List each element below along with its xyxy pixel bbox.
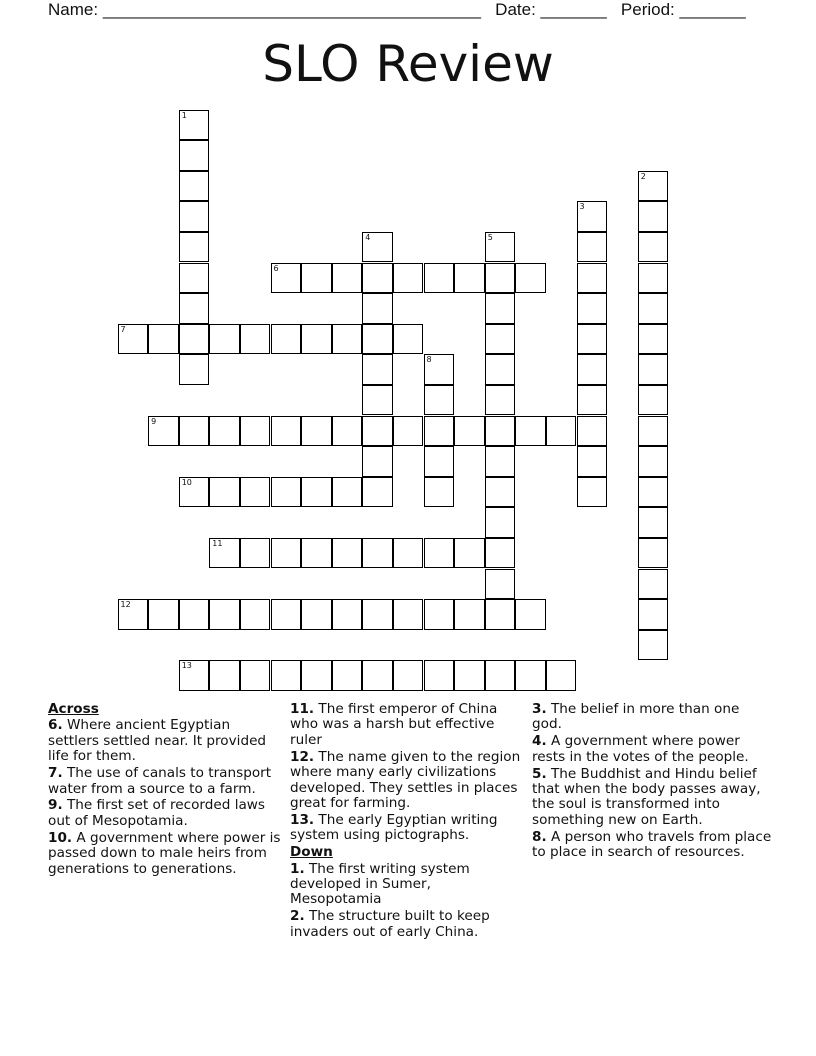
- clue-item-number: 3.: [532, 701, 547, 717]
- clue-item: [290, 750, 522, 812]
- crossword-cell[interactable]: [271, 660, 302, 691]
- crossword-cell[interactable]: [209, 477, 240, 508]
- clue-item: [48, 798, 284, 829]
- student-info-line: [48, 0, 746, 19]
- crossword-cell[interactable]: [577, 324, 608, 355]
- crossword-cell[interactable]: [485, 385, 516, 416]
- crossword-cell[interactable]: [301, 324, 332, 355]
- crossword-cell[interactable]: [638, 446, 669, 477]
- clue-number: 4: [365, 232, 371, 242]
- clue-item-number: 2.: [290, 908, 305, 925]
- crossword-cell[interactable]: [179, 171, 210, 202]
- clue-column-2: [290, 702, 522, 942]
- clue-item-number: 4.: [532, 733, 547, 750]
- crossword-cell[interactable]: [240, 477, 271, 508]
- crossword-cell[interactable]: [638, 293, 669, 324]
- crossword-cell[interactable]: [393, 660, 424, 691]
- crossword-cell[interactable]: [515, 263, 546, 294]
- crossword-cell[interactable]: [515, 416, 546, 447]
- clue-number: 9: [151, 416, 157, 426]
- crossword-cell[interactable]: [362, 538, 393, 569]
- crossword-cell[interactable]: [118, 599, 149, 630]
- period-label: Period:: [620, 0, 675, 19]
- crossword-cell[interactable]: [515, 599, 546, 630]
- clue-item: [290, 862, 522, 908]
- clue-item-text: A government where power is passed down to male heirs from generations to generations.: [48, 829, 281, 877]
- clue-number: 1: [181, 110, 187, 120]
- crossword-cell[interactable]: [209, 660, 240, 691]
- crossword-cell[interactable]: [118, 324, 149, 355]
- crossword-cell[interactable]: [209, 416, 240, 447]
- crossword-cell[interactable]: [179, 232, 210, 263]
- clue-item: [48, 831, 284, 877]
- crossword-cell[interactable]: [638, 507, 669, 538]
- clue-item-text: The structure built to keep invaders out of early China.: [290, 908, 490, 940]
- crossword-cell[interactable]: [546, 416, 577, 447]
- crossword-cell[interactable]: [362, 477, 393, 508]
- crossword-cell[interactable]: [209, 538, 240, 569]
- crossword-cell[interactable]: [332, 416, 363, 447]
- crossword-cell[interactable]: [424, 538, 455, 569]
- clue-item-number: 8.: [532, 828, 547, 845]
- clue-column-1: [48, 702, 284, 878]
- clue-item-text: The early Egyptian writing system using pictographs.: [290, 811, 498, 844]
- crossword-cell[interactable]: [577, 263, 608, 294]
- crossword-cell[interactable]: [515, 660, 546, 691]
- crossword-cell[interactable]: [362, 446, 393, 477]
- across-heading: Across: [48, 701, 99, 717]
- clue-number: 8: [426, 355, 432, 365]
- date-label: Date:: [495, 0, 536, 19]
- crossword-cell[interactable]: [424, 599, 455, 630]
- crossword-cell[interactable]: [179, 201, 210, 232]
- clue-item-text: The first writing system developed in Sumer, Mesopotamia: [290, 860, 470, 908]
- crossword-cell[interactable]: [546, 660, 577, 691]
- clue-number: 6: [273, 263, 279, 273]
- crossword-cell[interactable]: [485, 354, 516, 385]
- clue-number: 7: [120, 324, 126, 334]
- crossword-cell[interactable]: [577, 446, 608, 477]
- crossword-cell[interactable]: [240, 538, 271, 569]
- crossword-cell[interactable]: [485, 660, 516, 691]
- name-label: Name:: [48, 0, 99, 19]
- crossword-cell[interactable]: [271, 263, 302, 294]
- crossword-cell[interactable]: [332, 599, 363, 630]
- clue-item: [48, 766, 284, 797]
- crossword-cell[interactable]: [240, 660, 271, 691]
- clue-number: 13: [181, 661, 192, 671]
- clue-item-number: 1.: [290, 860, 305, 877]
- crossword-cell[interactable]: [179, 660, 210, 691]
- clue-item-number: 6.: [48, 717, 63, 734]
- crossword-cell[interactable]: [301, 416, 332, 447]
- crossword-cell[interactable]: [332, 538, 363, 569]
- page-title: SLO Review: [262, 35, 554, 93]
- crossword-cell[interactable]: [424, 446, 455, 477]
- crossword-cell[interactable]: [638, 477, 669, 508]
- clue-item-text: A government where power rests in the votes of the people.: [532, 733, 749, 765]
- crossword-cell[interactable]: [362, 385, 393, 416]
- period-blank[interactable]: _______: [679, 0, 746, 19]
- clue-number: 11: [212, 538, 223, 548]
- crossword-cell[interactable]: [485, 232, 516, 263]
- crossword-cell[interactable]: [393, 416, 424, 447]
- crossword-cell[interactable]: [271, 477, 302, 508]
- crossword-cell[interactable]: [179, 110, 210, 141]
- clue-item: [532, 767, 772, 829]
- clue-item-number: 5.: [532, 765, 547, 782]
- crossword-cell[interactable]: [577, 385, 608, 416]
- crossword-cell[interactable]: [179, 324, 210, 355]
- crossword-cell[interactable]: [424, 354, 455, 385]
- clue-number: 5: [487, 232, 493, 242]
- crossword-cell[interactable]: [271, 416, 302, 447]
- crossword-cell[interactable]: [332, 324, 363, 355]
- clue-item: [290, 909, 522, 940]
- crossword-cell[interactable]: [424, 385, 455, 416]
- crossword-cell[interactable]: [638, 354, 669, 385]
- clue-item: [48, 718, 284, 764]
- crossword-cell[interactable]: [485, 477, 516, 508]
- crossword-cell[interactable]: [240, 416, 271, 447]
- crossword-cell[interactable]: [638, 232, 669, 263]
- clue-item-number: 9.: [48, 797, 63, 814]
- crossword-cell[interactable]: [454, 263, 485, 294]
- crossword-cell[interactable]: [454, 599, 485, 630]
- crossword-cell[interactable]: [638, 263, 669, 294]
- clue-item-text: A person who travels from place to place in search of resources.: [532, 828, 772, 861]
- crossword-cell[interactable]: [362, 263, 393, 294]
- crossword-cell[interactable]: [424, 416, 455, 447]
- clue-item-text: Where ancient Egyptian settlers settled near. It provided life for them.: [48, 717, 267, 765]
- crossword-cell[interactable]: [179, 599, 210, 630]
- crossword-cell[interactable]: [301, 599, 332, 630]
- crossword-cell[interactable]: [271, 538, 302, 569]
- down-heading: Down: [290, 844, 333, 861]
- crossword-cell[interactable]: [179, 416, 210, 447]
- crossword-cell[interactable]: [577, 201, 608, 232]
- crossword-cell[interactable]: [485, 293, 516, 324]
- clue-item-text: The belief in more than one god.: [532, 701, 740, 733]
- name-blank[interactable]: ________________________________________: [102, 0, 481, 19]
- crossword-cell[interactable]: [638, 385, 669, 416]
- crossword-cell[interactable]: [240, 599, 271, 630]
- crossword-cell[interactable]: [638, 569, 669, 600]
- clue-item: [290, 702, 522, 748]
- clue-item-text: The use of canals to transport water from a source to a farm.: [48, 765, 272, 797]
- crossword-cell[interactable]: [424, 477, 455, 508]
- crossword-cell[interactable]: [301, 477, 332, 508]
- crossword-cell[interactable]: [240, 324, 271, 355]
- crossword-cell[interactable]: [638, 201, 669, 232]
- crossword-cell[interactable]: [638, 324, 669, 355]
- crossword-cell[interactable]: [577, 416, 608, 447]
- crossword-cell[interactable]: [179, 263, 210, 294]
- crossword-cell[interactable]: [485, 599, 516, 630]
- clue-item: [290, 813, 522, 844]
- crossword-cell[interactable]: [148, 416, 179, 447]
- date-blank[interactable]: _______: [540, 0, 607, 19]
- clue-item-number: 10.: [48, 829, 73, 846]
- crossword-cell[interactable]: [424, 660, 455, 691]
- crossword-cell[interactable]: [209, 324, 240, 355]
- crossword-cell[interactable]: [362, 416, 393, 447]
- crossword-cell[interactable]: [454, 416, 485, 447]
- crossword-cell[interactable]: [179, 477, 210, 508]
- crossword-cell[interactable]: [271, 599, 302, 630]
- crossword-cell[interactable]: [393, 324, 424, 355]
- clue-item-number: 12.: [290, 748, 315, 765]
- crossword-cell[interactable]: [301, 538, 332, 569]
- crossword-cell[interactable]: [577, 232, 608, 263]
- crossword-cell[interactable]: [638, 599, 669, 630]
- crossword-cell[interactable]: [485, 446, 516, 477]
- crossword-cell[interactable]: [179, 140, 210, 171]
- crossword-cell[interactable]: [362, 232, 393, 263]
- clue-item-number: 7.: [48, 765, 63, 782]
- clue-number: 3: [579, 202, 585, 212]
- crossword-cell[interactable]: [638, 416, 669, 447]
- crossword-cell[interactable]: [638, 171, 669, 202]
- crossword-cell[interactable]: [179, 293, 210, 324]
- crossword-cell[interactable]: [362, 599, 393, 630]
- crossword-cell[interactable]: [362, 354, 393, 385]
- crossword-cell[interactable]: [148, 324, 179, 355]
- crossword-cell[interactable]: [577, 293, 608, 324]
- clue-item: [532, 702, 772, 733]
- clue-number: 10: [181, 477, 192, 487]
- crossword-cell[interactable]: [485, 324, 516, 355]
- crossword-cell[interactable]: [485, 569, 516, 600]
- crossword-cell[interactable]: [424, 263, 455, 294]
- crossword-cell[interactable]: [393, 263, 424, 294]
- crossword-cell[interactable]: [577, 354, 608, 385]
- clue-item: [532, 734, 772, 765]
- clue-item: [532, 830, 772, 861]
- crossword-cell[interactable]: [332, 477, 363, 508]
- crossword-cell[interactable]: [179, 354, 210, 385]
- crossword-cell[interactable]: [209, 599, 240, 630]
- crossword-cell[interactable]: [454, 538, 485, 569]
- crossword-cell[interactable]: [638, 538, 669, 569]
- clue-column-3: [532, 702, 772, 862]
- crossword-cell[interactable]: [393, 538, 424, 569]
- crossword-cell[interactable]: [638, 630, 669, 661]
- crossword-cell[interactable]: [485, 507, 516, 538]
- clue-item-text: The first emperor of China who was a harsh but effective ruler: [290, 701, 498, 748]
- crossword-cell[interactable]: [301, 660, 332, 691]
- crossword-cell[interactable]: [332, 263, 363, 294]
- crossword-cell[interactable]: [301, 263, 332, 294]
- crossword-cell[interactable]: [362, 660, 393, 691]
- crossword-cell[interactable]: [332, 660, 363, 691]
- clue-item-number: 11.: [290, 701, 315, 717]
- crossword-cell[interactable]: [362, 293, 393, 324]
- crossword-cell[interactable]: [485, 416, 516, 447]
- crossword-cell[interactable]: [148, 599, 179, 630]
- clue-number: 2: [640, 171, 646, 181]
- crossword-cell[interactable]: [271, 324, 302, 355]
- crossword-cell[interactable]: [454, 660, 485, 691]
- crossword-cell[interactable]: [362, 324, 393, 355]
- crossword-cell[interactable]: [485, 538, 516, 569]
- clue-item-text: The first set of recorded laws out of Mesopotamia.: [48, 797, 265, 829]
- crossword-cell[interactable]: [577, 477, 608, 508]
- crossword-cell[interactable]: [393, 599, 424, 630]
- clue-item-number: 13.: [290, 811, 315, 828]
- clue-item-text: The Buddhist and Hindu belief that when the body passes away, the soul is transformed into something new on Earth.: [532, 765, 761, 828]
- clue-number: 12: [120, 600, 131, 610]
- clue-item-text: The name given to the region where many early civilizations developed. They settles in places great for farming.: [290, 748, 521, 811]
- crossword-cell[interactable]: [485, 263, 516, 294]
